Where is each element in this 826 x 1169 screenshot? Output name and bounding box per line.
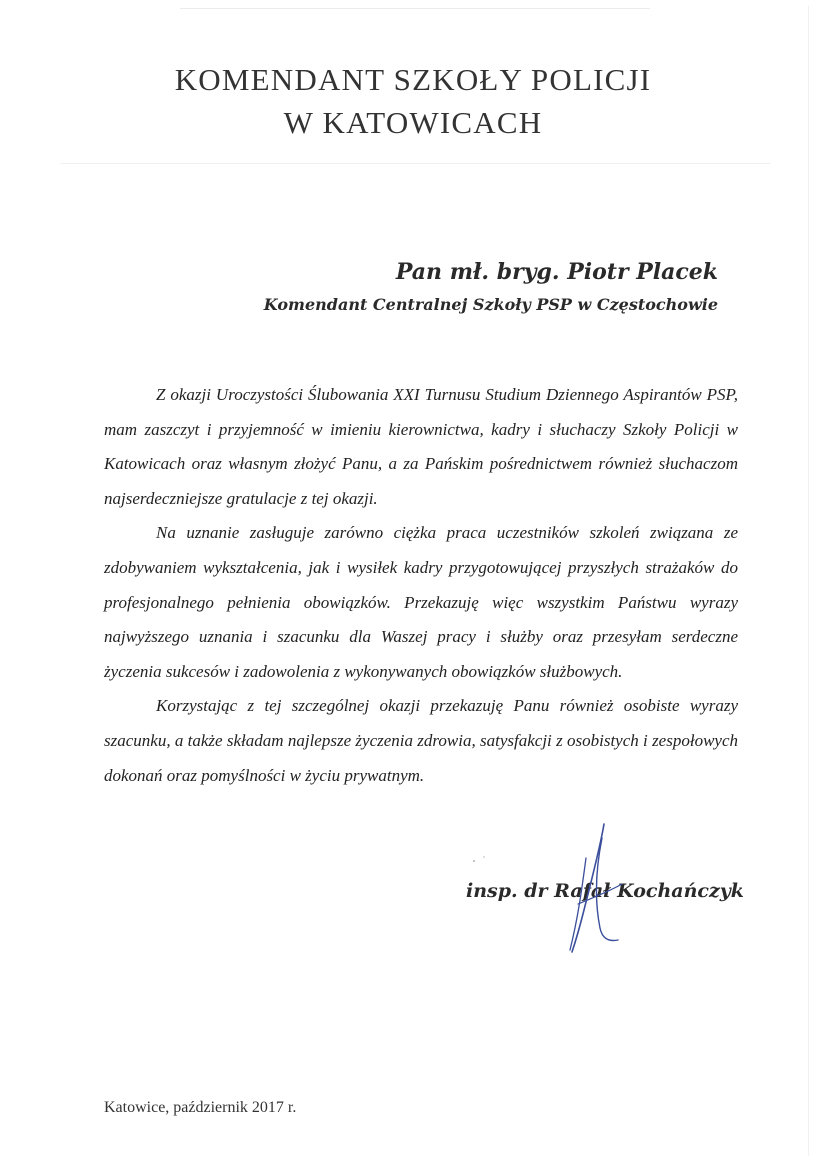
signature-block: [466, 880, 744, 970]
body-paragraph-2: Na uznanie zasługuje zarówno ciężka praca uczestników szkoleń związana ze zdobywaniem wykształcenia, jak i wysiłek kadry przygotowującej przyszłych strażaków do profesjonalnego pełnienia obowiązków. Przekazuję więc wszystkim Państwu wyrazy najwyższego uznania i szacunku dla Waszej pracy i służby oraz przesyłam serdeczne życzenia sukcesów i zadowolenia z wykonywanych obowiązków służbowych.: [104, 523, 738, 681]
scan-speck: [470, 852, 494, 866]
letter-body: [104, 378, 738, 793]
addressee-title: Komendant Centralnej Szkoły PSP w Częstochowie: [263, 295, 718, 314]
scan-edge-right: [808, 6, 809, 1156]
letterhead-line-2: W KATOWICACH: [283, 105, 543, 140]
body-paragraph-1: Z okazji Uroczystości Ślubowania XXI Turnusu Studium Dziennego Aspirantów PSP, mam zaszczyt i przyjemność w imieniu kierownictwa, kadry i słuchaczy Szkoły Policji w Katowicach oraz własnym złożyć Panu, a za Pańskim pośrednictwem również słuchaczom najserdeczniejsze gratulacje z tej okazji.: [104, 385, 738, 508]
signatory-name: insp. dr Rafał Kochańczyk: [466, 880, 744, 902]
scan-edge-top: [180, 8, 650, 9]
handwritten-signature: [556, 818, 626, 958]
letterhead-line-1: KOMENDANT SZKOŁY POLICJI: [174, 62, 652, 97]
body-paragraph-3: Korzystając z tej szczególnej okazji przekazuję Panu również osobiste wyrazy szacunku, a także składam najlepsze życzenia zdrowia, satysfakcji z osobistych i zespołowych dokonań oraz pomyślności w życiu prywatnym.: [104, 696, 738, 785]
letterhead: [0, 58, 826, 144]
letterhead-divider: [60, 163, 770, 164]
addressee-block: [264, 254, 718, 320]
addressee-name: Pan mł. bryg. Piotr Placek: [395, 259, 718, 285]
place-and-date: Katowice, październik 2017 r.: [104, 1099, 297, 1116]
